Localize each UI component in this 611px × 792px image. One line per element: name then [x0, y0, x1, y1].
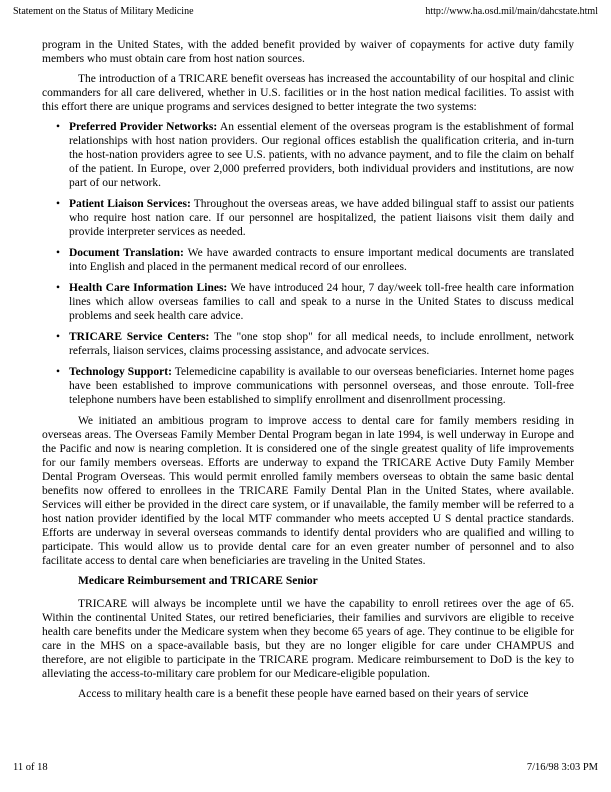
section-heading-medicare: Medicare Reimbursement and TRICARE Senior: [78, 575, 318, 587]
bullet-body: Throughout the overseas areas, we have added bilingual staff to assist our patients who require host nation care. If our personnel are hospitalized, the patient liaisons visit them daily and provide interpreter services as needed.: [69, 198, 574, 238]
bullet-item-patient-liaison-services: [56, 197, 574, 239]
bullet-item-technology-support: [56, 365, 574, 407]
paragraph-access-benefit: Access to military health care is a benefit these people have earned based on their years of service: [78, 688, 529, 700]
bullet-body: An essential element of the overseas program is the establishment of formal relationships with host nation providers. Our regional offices establish the qualification criteria, and in-turn the host-nation providers agree to see U.S. patients, with no advance payment, and to file the claim on behalf of the patient. In Europe, over 2,000 preferred providers, both individual providers and institutions, are now part of our network.: [69, 121, 574, 189]
bullet-icon: •: [56, 331, 61, 343]
paragraph-continuation: program in the United States, with the added benefit provided by waiver of copayments for active duty family members who must obtain care from host nation sources.: [42, 39, 574, 65]
header-url: http://www.ha.osd.mil/main/dahcstate.html: [425, 6, 598, 17]
bullet-icon: •: [56, 366, 61, 378]
bullet-item-health-care-information-lines: [56, 281, 574, 323]
bullet-icon: •: [56, 198, 61, 210]
page-number: 11 of 18: [13, 762, 48, 773]
print-timestamp: 7/16/98 3:03 PM: [526, 762, 598, 773]
bullet-text: [69, 198, 574, 238]
bullet-item-document-translation: [56, 246, 574, 274]
bullet-body: We have awarded contracts to ensure important medical documents are translated into English and placed in the permanent medical record of our enrollees.: [69, 247, 574, 273]
bullet-title: Technology Support:: [69, 366, 172, 378]
page-header: [13, 6, 598, 18]
header-title: Statement on the Status of Military Medicine: [13, 6, 194, 17]
bullet-icon: •: [56, 282, 61, 294]
bullet-title: Preferred Provider Networks:: [69, 121, 218, 133]
document-content: [42, 38, 574, 707]
bullet-title: Health Care Information Lines:: [69, 282, 228, 294]
bullet-text: [69, 121, 574, 189]
bullet-item-preferred-provider-networks: [56, 120, 574, 190]
bullet-body: The "one stop shop" for all medical needs, to include enrollment, network referrals, liaison services, claims processing assistance, and advocate services.: [69, 331, 574, 357]
paragraph-dental-program: We initiated an ambitious program to improve access to dental care for family members residing in overseas areas. The Overseas Family Member Dental Program began in late 1994, is well underway in Europe and the Pacific and now is nearing completion. It is considered one of the single greatest quality of life improvements for our family members overseas. Efforts are underway to expand the TRICARE Active Duty Family Member Dental Program Overseas. This would permit enrolled family members overseas to obtain the same basic dental benefits now offered to enrollees in the TRICARE Family Dental Plan in the United States, where available. Services will either be provided in the direct care system, or if unavailable, the family member will be referred to a host nation provider identified by the local MTF commander who meets accepted U S dental practice standards. Efforts are underway in several overseas commands to identify dental providers who are qualified and willing to participate. This would allow us to provide dental care for an even greater number of personnel and to also facilitate access to dental care when beneficiaries are traveling in the United States.: [42, 415, 574, 567]
bullet-text: [69, 331, 574, 357]
bullet-title: Patient Liaison Services:: [69, 198, 191, 210]
bullet-icon: •: [56, 247, 61, 259]
bullet-item-tricare-service-centers: [56, 330, 574, 358]
page-footer: [13, 761, 598, 774]
bullet-text: [69, 366, 574, 406]
bullet-title: Document Translation:: [69, 247, 184, 259]
bullet-list: [56, 120, 574, 407]
bullet-icon: •: [56, 121, 61, 133]
bullet-body: We have introduced 24 hour, 7 day/week toll-free health care information lines which allow overseas families to call and speak to a nurse in the United States to discuss medical problems and seek health care advice.: [69, 282, 574, 322]
paragraph-medicare: TRICARE will always be incomplete until we have the capability to enroll retirees over the age of 65. Within the continental United States, our retired beneficiaries, their families and survivors are eligible to receive health care benefits under the Medicare system when they become 65 years of age. They continue to be eligible for care in the MHS on a space-available basis, but they are no longer eligible for care under CHAMPUS and therefore, are not eligible to participate in the TRICARE program. Medicare reimbursement to DoD is the key to alleviating the access-to-military care problem for our Medicare-eligible population.: [42, 598, 574, 680]
paragraph-tricare-intro: The introduction of a TRICARE benefit overseas has increased the accountability of our hospital and clinic commanders for all care delivered, whether in U.S. facilities or in the host nation medical facilities. To assist with this effort there are unique programs and services designed to better integrate the two systems:: [42, 73, 574, 113]
bullet-text: [69, 282, 574, 322]
bullet-body: Telemedicine capability is available to our overseas beneficiaries. Internet home pages have been established to improve communications with personnel overseas, and those enroute. Toll-free telephone numbers have been established to simplify enrollment and disenrollment processing.: [69, 366, 575, 406]
bullet-title: TRICARE Service Centers:: [69, 331, 210, 343]
bullet-text: [69, 247, 574, 273]
